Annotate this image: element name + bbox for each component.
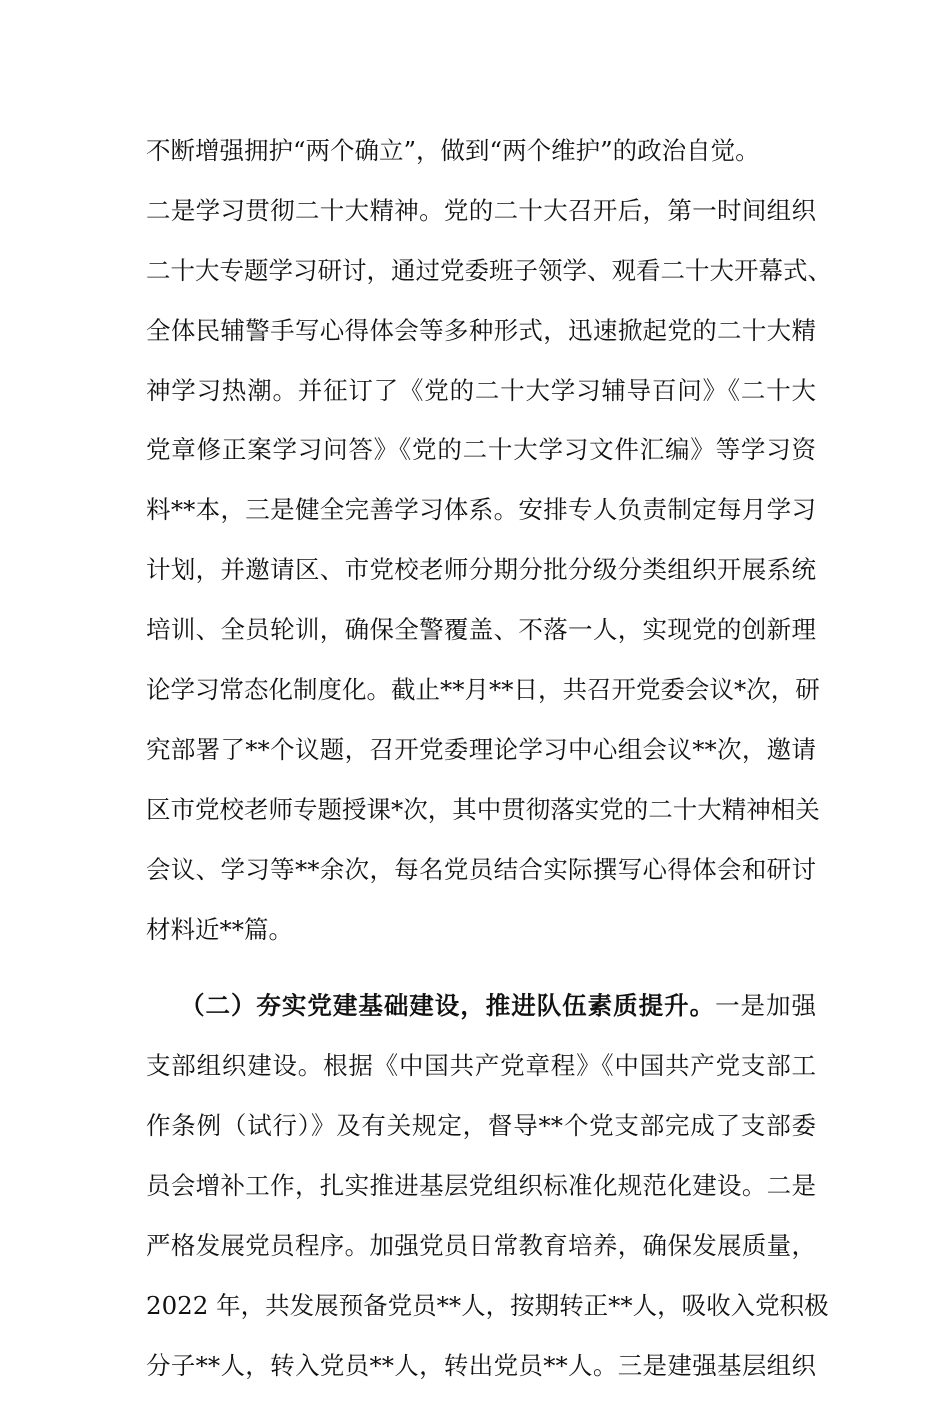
heading-line-rest: 一是加强 <box>715 991 816 1021</box>
text-line: 作条例（试行）》及有关规定，督导**个党支部完成了支部委 <box>146 1111 816 1141</box>
text-line: 料**本，三是健全完善学习体系。安排专人负责制定每月学习 <box>146 495 816 525</box>
section-heading-line <box>146 987 816 1025</box>
text-line: 不断增强拥护“两个确立”，做到“两个维护”的政治自觉。 <box>146 136 760 165</box>
text-line: 二十大专题学习研讨，通过党委班子领学、观看二十大开幕式、 <box>146 255 832 285</box>
paragraph-gap <box>146 970 816 987</box>
section-heading: （二）夯实党建基础建设，推进队伍素质提升。 <box>180 991 716 1021</box>
text-line: 会议、学习等**余次，每名党员结合实际撰写心得体会和研讨 <box>146 854 816 884</box>
text-line: 计划，并邀请区、市党校老师分期分批分级分类组织开展系统 <box>146 555 816 585</box>
text-line: 员会增补工作，扎实推进基层党组织标准化规范化建设。二是 <box>146 1171 816 1201</box>
text-line: 二是学习贯彻二十大精神。党的二十大召开后，第一时间组织 <box>146 195 816 225</box>
text-line: 究部署了**个议题，召开党委理论学习中心组会议**次，邀请 <box>146 734 816 764</box>
text-line: 支部组织建设。根据《中国共产党章程》《中国共产党支部工 <box>146 1051 816 1081</box>
text-line: 培训、全员轮训，确保全警覆盖、不落一人，实现党的创新理 <box>146 615 816 645</box>
text-line: 全体民辅警手写心得体会等多种形式，迅速掀起党的二十大精 <box>146 315 816 345</box>
text-line: 材料近**篇。 <box>146 914 293 944</box>
text-line: 分子**人，转入党员**人，转出党员**人。三是建强基层组织 <box>146 1350 816 1380</box>
text-line: 论学习常态化制度化。截止**月**日，共召开党委会议*次，研 <box>146 675 820 705</box>
text-line: 区市党校老师专题授课*次，其中贯彻落实党的二十大精神相关 <box>146 794 820 824</box>
text-line: 2022 年，共发展预备党员**人，按期转正**人，吸收入党积极 <box>146 1290 829 1320</box>
text-line: 神学习热潮。并征订了《党的二十大学习辅导百问》《二十大 <box>146 375 816 405</box>
document-body <box>146 132 832 1407</box>
text-line: 党章修正案学习问答》《党的二十大学习文件汇编》等学习资 <box>146 435 816 465</box>
text-line: 严格发展党员程序。加强党员日常教育培养，确保发展质量， <box>146 1231 816 1261</box>
